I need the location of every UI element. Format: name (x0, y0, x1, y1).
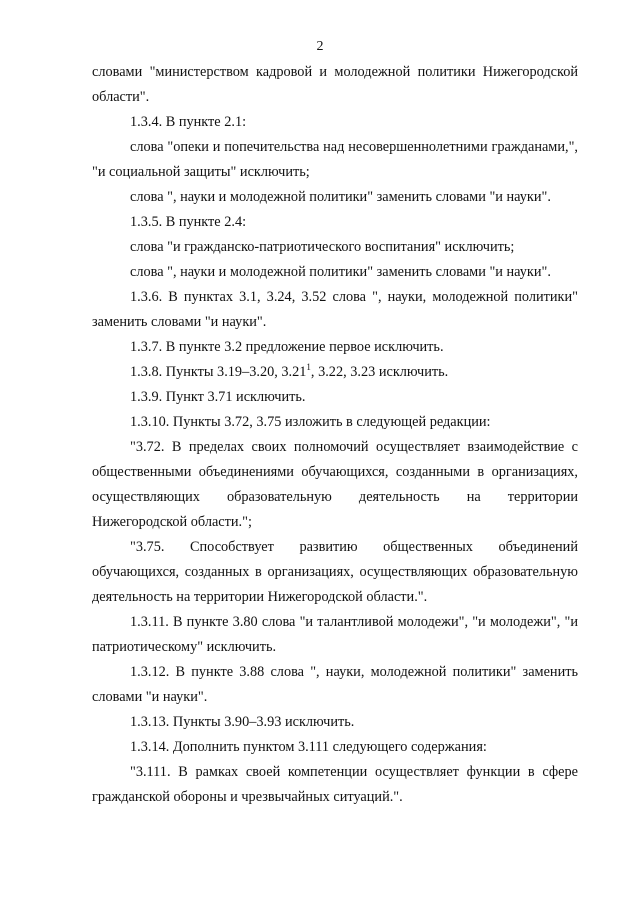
paragraph: слова "и гражданско-патриотического воспитания" исключить; (130, 239, 515, 255)
paragraph: словами "министерством кадровой и молодежной политики Нижегородской области". (92, 64, 578, 105)
paragraph: 1.3.4. В пункте 2.1: (130, 114, 247, 130)
paragraph-text-after: , 3.22, 3.23 исключить. (310, 364, 449, 380)
paragraph: слова ", науки и молодежной политики" заменить словами "и науки". (130, 189, 551, 205)
paragraph-with-superscript (92, 360, 578, 385)
paragraph: "3.111. В рамках своей компетенции осуществляет функции в сфере гражданской обороны и чрезвычайных ситуаций.". (92, 764, 578, 805)
page-number: 2 (316, 39, 324, 54)
paragraph: 1.3.6. В пунктах 3.1, 3.24, 3.52 слова ", науки, молодежной политики" заменить словами "и науки". (92, 289, 578, 330)
paragraph: 1.3.12. В пункте 3.88 слова ", науки, молодежной политики" заменить словами "и науки". (92, 664, 578, 705)
paragraph: "3.72. В пределах своих полномочий осуществляет взаимодействие с общественными объединениями обучающихся, созданными в организациях, осуществляющих образовательную деятельность на территории Нижегородской области."; (92, 439, 578, 530)
paragraph: 1.3.9. Пункт 3.71 исключить. (130, 389, 306, 405)
paragraph: "3.75. Способствует развитию общественных объединений обучающихся, созданных в организациях, осуществляющих образовательную деятельность на территории Нижегородской области.". (92, 539, 578, 605)
paragraph: 1.3.11. В пункте 3.80 слова "и талантливой молодежи", "и молодежи", "и патриотическому" исключить. (92, 614, 578, 655)
paragraph: слова "опеки и попечительства над несовершеннолетними гражданами,", "и социальной защиты" исключить; (92, 139, 578, 180)
paragraph-text-before: 1.3.8. Пункты 3.19–3.20, 3.21 (130, 364, 307, 380)
paragraph: 1.3.7. В пункте 3.2 предложение первое исключить. (130, 339, 444, 355)
paragraph: слова ", науки и молодежной политики" заменить словами "и науки". (130, 264, 551, 280)
paragraph: 1.3.13. Пункты 3.90–3.93 исключить. (130, 714, 355, 730)
paragraph: 1.3.5. В пункте 2.4: (130, 214, 247, 230)
paragraph: 1.3.14. Дополнить пунктом 3.111 следующего содержания: (130, 739, 487, 755)
paragraph: 1.3.10. Пункты 3.72, 3.75 изложить в следующей редакции: (130, 414, 491, 430)
superscript-index: 1 (306, 362, 311, 373)
document-body (92, 60, 578, 810)
